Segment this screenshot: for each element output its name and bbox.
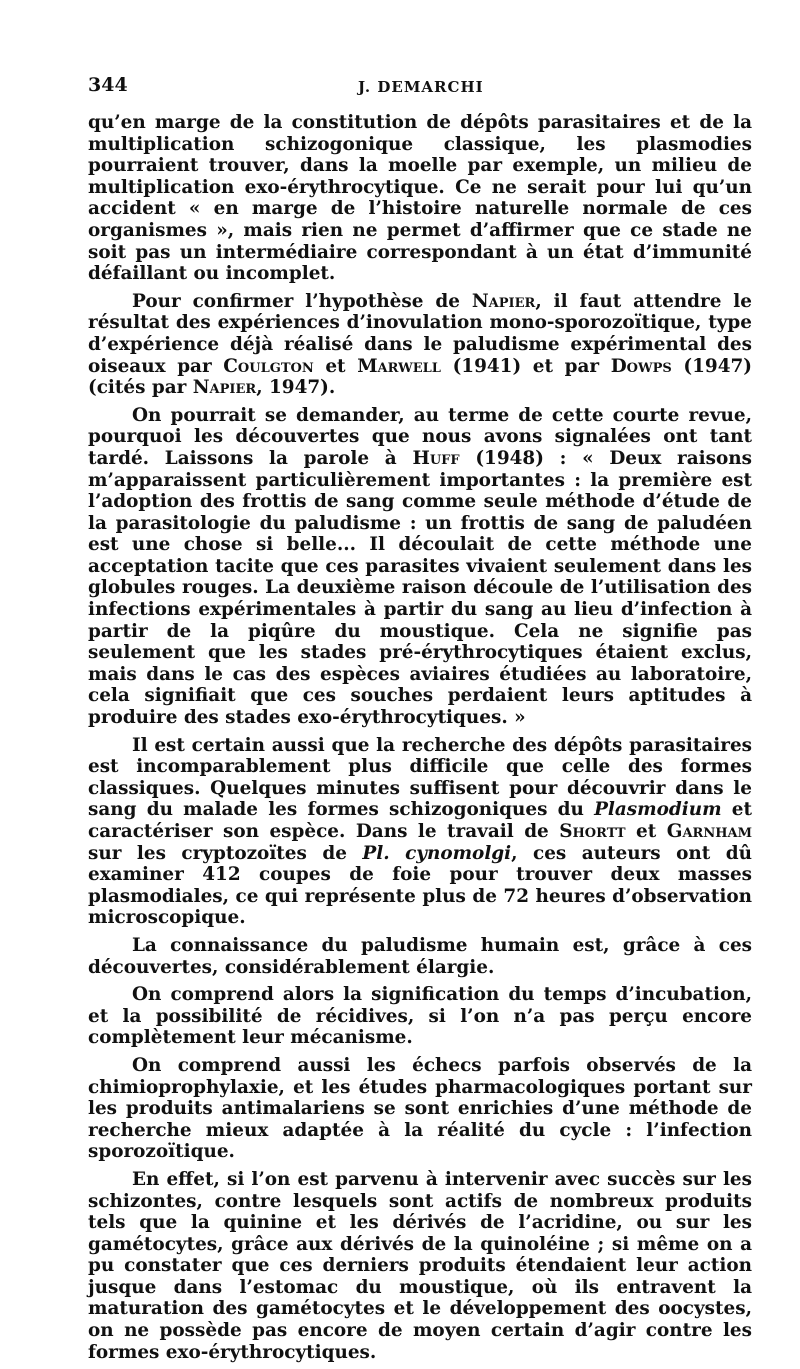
p3-text-a: On pourrait se demander, au terme de cette courte revue, pourquoi les découvertes que nous avons signalées ont tant tardé. Laissons la parole à <box>88 404 752 469</box>
genus-plasmodium: Plasmodium <box>594 799 722 821</box>
paragraph-1 <box>88 112 752 285</box>
p4-text-d: sur les cryptozoïtes de <box>88 842 363 864</box>
author-marwell: Marwell <box>357 355 441 377</box>
p4-text-e: , ces auteurs ont dû examiner 412 coupes de foie pour trouver deux masses plasmodiales, ce qui représente plus de 72 heures d’observation microscopique. <box>88 842 752 929</box>
p4-text-b: et caractériser son espèce. Dans le travail de <box>88 799 752 842</box>
author-napier-2: Napier <box>192 377 257 399</box>
p2-text-b: , il faut attendre le résultat des expériences d’inovulation mono-sporozoïtique, type d’expérience déjà réalisé dans le paludisme expérimental des oiseaux par <box>88 290 752 377</box>
p7-text: On comprend aussi les échecs parfois observés de la chimioprophylaxie, et les études pharmacologiques portant sur les produits antimalariens se sont enrichies d’une méthode de recherche mieux adaptée à la réalité du cycle : l’infection sporozoïtique. <box>88 1054 752 1163</box>
paragraph-6 <box>88 984 752 1049</box>
paragraph-8 <box>88 1169 752 1363</box>
paragraph-3 <box>88 405 752 729</box>
paragraph-5 <box>88 935 752 978</box>
p8-text: En effet, si l’on est parvenu à intervenir avec succès sur les schizontes, contre lesquels sont actifs de nombreux produits tels que la quinine et les dérivés de l’acridine, ou sur les gamétocytes, grâce aux dérivés de la quinoléine ; si même on a pu constater que ces derniers produits étendaient leur action jusque dans l’estomac du moustique, où ils entravent la maturation des gamétocytes et le développement des oocystes, on ne possède pas encore de moyen certain d’agir contre les formes exo-érythrocytiques. <box>88 1168 752 1363</box>
author-huff: Huff <box>412 447 460 469</box>
author-garnham: Garnham <box>666 821 752 842</box>
p1-text: qu’en marge de la constitution de dépôts parasitaires et de la multiplication schizogonique classique, les plasmodies pourraient trouver, dans la moelle par exemple, un milieu de multiplication exo-érythrocytique. Ce ne serait pour lui qu’un accident « en marge de l’histoire naturelle normale de ces organismes », mais rien ne permet d’affirmer que ce stade ne soit pas un intermédiaire correspondant à un état d’immunité défaillant ou incomplet. <box>88 112 752 285</box>
p4-text-c: et <box>625 821 667 842</box>
p2-text-e: (1947) (cités par <box>88 355 752 399</box>
paragraph-4 <box>88 735 752 929</box>
paragraph-2 <box>88 291 752 399</box>
p4-text-a: Il est certain aussi que la recherche des dépôts parasitaires est incomparablement plus difficile que celle des formes classiques. Quelques minutes suffisent pour découvrir dans le sang du malade les formes schizogoniques du <box>88 734 752 821</box>
species-pl-cynomolgi: Pl. cynomolgi <box>362 842 512 864</box>
page-header <box>88 74 740 104</box>
author-shortt: Shortt <box>559 821 626 842</box>
p5-text: La connaissance du paludisme humain est, grâce à ces découvertes, considérablement élargie. <box>88 934 752 978</box>
author-napier: Napier <box>471 290 536 312</box>
body-text <box>88 112 752 1369</box>
p2-text-d: (1941) et par <box>440 355 611 377</box>
author-coulgton: Coulgton <box>223 355 314 377</box>
p6-text: On comprend alors la signification du temps d’incubation, et la possibilité de récidives, si l’on n’a pas perçu encore complètement leur mécanisme. <box>88 984 752 1049</box>
running-head: J. DEMARCHI <box>358 78 484 96</box>
p2-text-a: Pour confirmer l’hypothèse de <box>132 290 472 312</box>
p2-text-c: et <box>313 355 358 377</box>
p3-quote: (1948) : « Deux raisons m’apparaissent particulièrement importantes : la première est l’adoption des frottis de sang comme seule méthode d’étude de la parasitologie du paludisme : un frottis de sang de paludéen est une chose si belle... Il découlait de cette méthode une acceptation tacite que ces parasites vivaient seulement dans les globules rouges. La deuxième raison découle de l’utilisation des infections expérimentales à partir du sang au lieu d’infection à partir de la piqûre du moustique. Cela ne signifie pas seulement que les stades pré-érythrocytiques étaient exclus, mais dans le cas des espèces aviaires étudiées au laboratoire, cela signifiait que ces souches perdaient leurs aptitudes à produire des stades exo-érythrocytiques. » <box>88 447 752 729</box>
author-dowps: Dowps <box>610 355 672 377</box>
p2-text-f: , 1947). <box>256 377 336 399</box>
paragraph-7 <box>88 1055 752 1163</box>
page-number: 344 <box>88 74 128 96</box>
